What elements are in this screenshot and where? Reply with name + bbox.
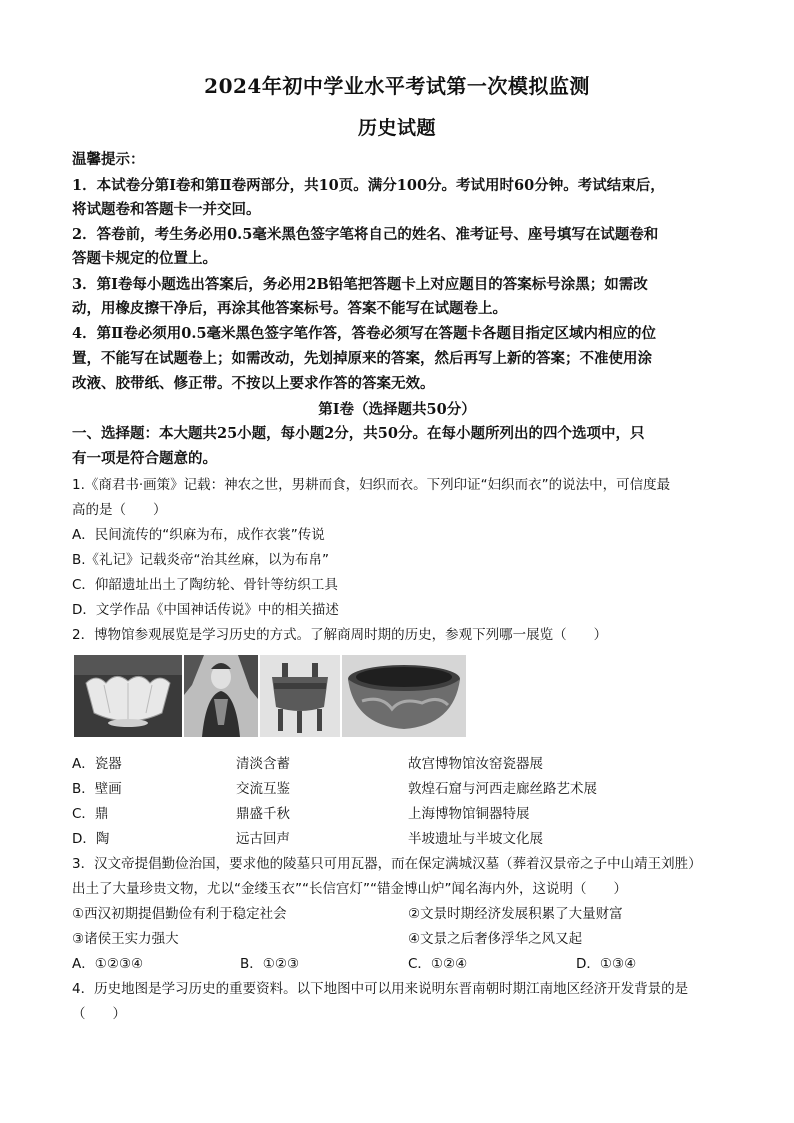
- row-exhibit: 故宫博物馆汝窑瓷器展: [408, 756, 543, 772]
- question-4-stem: （ ）: [72, 1006, 126, 1022]
- statement: ④文景之后奢侈浮华之风又起: [408, 931, 583, 947]
- bronze-ding-image: [260, 655, 340, 737]
- row-theme: 交流互鉴: [236, 781, 290, 797]
- notice-line: 3．第Ⅰ卷每小题选出答案后，务必用2B铅笔把答题卡上对应题目的答案标号涂黑；如需改: [72, 276, 648, 293]
- question-2-stem: 2．博物馆参观展览是学习历史的方式。了解商周时期的历史，参观下列哪一展览（ ）: [72, 627, 608, 643]
- choice-c: C．①②④: [408, 956, 468, 972]
- row-type: C．鼎: [72, 806, 109, 822]
- notice-line: 1．本试卷分第Ⅰ卷和第Ⅱ卷两部分，共10页。满分100分。考试用时60分钟。考试结束后，: [72, 177, 665, 194]
- question-3-stem: 3．汉文帝提倡勤俭治国，要求他的陵墓只可用瓦器，而在保定满城汉墓（葬着汉景帝之子中山靖王刘胜）: [72, 856, 702, 872]
- row-type: B．壁画: [72, 781, 122, 797]
- exam-title: 2024年初中学业水平考试第一次模拟监测: [204, 74, 590, 98]
- notice-line: 改液、胶带纸、修正带。不按以上要求作答的答案无效。: [72, 375, 435, 392]
- row-type: D．陶: [72, 831, 110, 847]
- section-instruction: 一、选择题：本大题共25小题，每小题2分，共50分。在每小题所列出的四个选项中，只: [72, 425, 645, 442]
- question-1-option-b: B.《礼记》记载炎帝“治其丝麻，以为布帛”: [72, 552, 330, 568]
- notice-line: 4．第Ⅱ卷必须用0.5毫米黑色签字笔作答，答卷必须写在答题卡各题目指定区域内相应的位: [72, 325, 657, 342]
- choice-b: B．①②③: [240, 956, 300, 972]
- statement: ③诸侯王实力强大: [72, 931, 179, 947]
- row-exhibit: 半坡遗址与半坡文化展: [408, 831, 543, 847]
- notice-line: 2．答卷前，考生务必用0.5毫米黑色签字笔将自己的姓名、准考证号、座号填写在试题卷和: [72, 226, 659, 243]
- pottery-basin-image: [342, 655, 466, 737]
- question-3-stem: 出土了大量珍贵文物，尤以“金缕玉衣”“长信宫灯”“错金博山炉”闻名海内外，这说明（ ）: [72, 881, 627, 897]
- statement: ①西汉初期提倡勤俭有利于稳定社会: [72, 906, 287, 922]
- question-1-stem: 1.《商君书·画策》记载：神农之世，男耕而食，妇织而衣。下列印证“妇织而衣”的说法中，可信度最: [72, 477, 671, 493]
- exam-subtitle: 历史试题: [357, 117, 436, 139]
- row-type: A．瓷器: [72, 756, 122, 772]
- notice-line: 置，不能写在试题卷上；如需改动，先划掉原来的答案，然后再写上新的答案；不准使用涂: [72, 350, 652, 367]
- row-exhibit: 敦煌石窟与河西走廊丝路艺术展: [408, 781, 597, 797]
- row-exhibit: 上海博物馆铜器特展: [408, 806, 530, 822]
- mural-figure-image: [184, 655, 258, 737]
- question-1-stem: 高的是（ ）: [72, 502, 167, 518]
- choice-d: D．①③④: [576, 956, 637, 972]
- notice-line: 将试题卷和答题卡一并交回。: [72, 201, 261, 218]
- notice-heading: 温馨提示：: [72, 151, 145, 168]
- notice-line: 答题卡规定的位置上。: [72, 250, 217, 267]
- choice-a: A．①②③④: [72, 956, 144, 972]
- statement: ②文景时期经济发展积累了大量财富: [408, 906, 623, 922]
- lotus-bowl-image: [74, 655, 182, 737]
- question-2-images: [74, 655, 466, 737]
- row-theme: 远古回声: [236, 831, 290, 847]
- question-4-stem: 4．历史地图是学习历史的重要资料。以下地图中可以用来说明东晋南朝时期江南地区经济开发背景的是: [72, 981, 689, 997]
- question-1-option-c: C．仰韶遗址出土了陶纺轮、骨针等纺织工具: [72, 577, 338, 593]
- row-theme: 清淡含蓄: [236, 756, 290, 772]
- notice-line: 动，用橡皮擦干净后，再涂其他答案标号。答案不能写在试题卷上。: [72, 300, 507, 317]
- row-theme: 鼎盛千秋: [236, 806, 290, 822]
- section-title: 第Ⅰ卷（选择题共50分）: [318, 401, 476, 418]
- question-1-option-d: D．文学作品《中国神话传说》中的相关描述: [72, 602, 339, 618]
- section-instruction: 有一项是符合题意的。: [72, 450, 217, 467]
- question-1-option-a: A．民间流传的“织麻为布，成作衣裳”传说: [72, 527, 325, 543]
